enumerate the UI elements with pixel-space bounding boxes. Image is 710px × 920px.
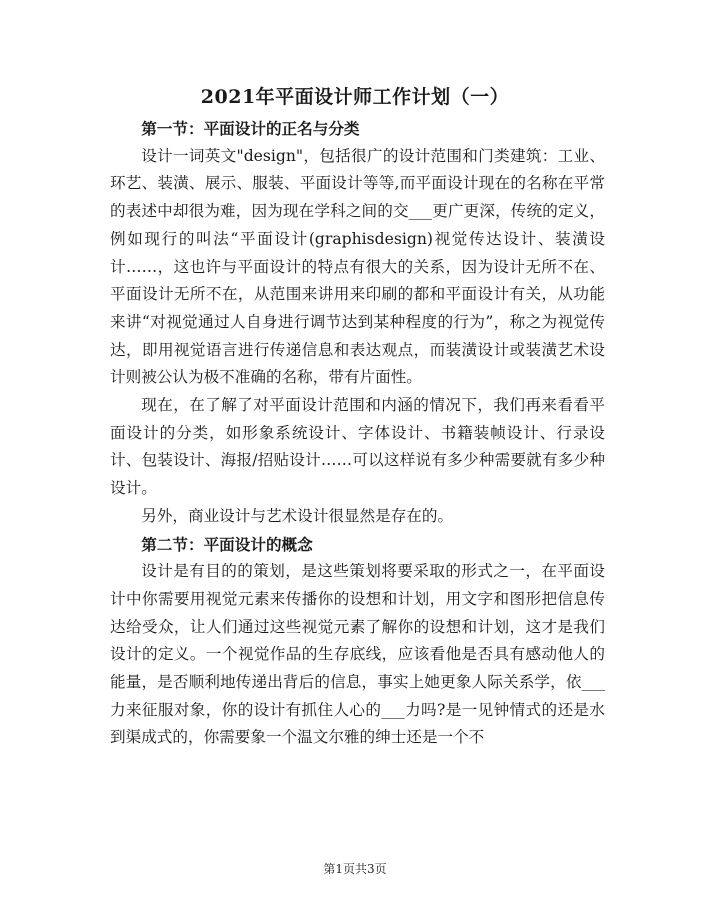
section-heading-2: 第二节：平面设计的概念: [141, 534, 313, 554]
section-1-paragraph-1: 设计一词英文"design"，包括很广的设计范围和门类建筑：工业、环艺、装潢、展示、服装、平面设计等等,而平面设计现在的名称在平常的表述中却很为难，因为现在学科之间的交___更广更深，传统的定义，例如现行的叫法“平面设计(graphisdesign)视觉传达设计、装潢设计……，这也许与平面设计的特点有很大的关系，因为设计无所不在、平面设计无所不在，从范围来讲用来印刷的都和平面设计有关，从功能来讲“对视觉通过人自身进行调节达到某种程度的行为”，称之为视觉传达，即用视觉语言进行传递信息和表达观点，而装潢设计或装潢艺术设计则被公认为极不准确的名称，带有片面性。: [110, 146, 605, 387]
section-heading-1: 第一节：平面设计的正名与分类: [141, 119, 360, 138]
section-1-paragraph-3: 另外，商业设计与艺术设计很显然是存在的。: [141, 506, 454, 525]
section-1-paragraph-2: 现在，在了解了对平面设计范围和内涵的情况下，我们再来看看平面设计的分类，如形象系统设计、字体设计、书籍装帧设计、行录设计、包装设计、海报/招贴设计……可以这样说有多少种需要就有多少种设计。: [110, 396, 605, 498]
document-body: [110, 115, 605, 752]
page-number-footer: 第1页共3页: [323, 862, 387, 876]
document-title: 2021年平面设计师工作计划（一）: [200, 86, 510, 108]
section-2-paragraph-1: 设计是有目的的策划，是这些策划将要采取的形式之一，在平面设计中你需要用视觉元素来传播你的设想和计划，用文字和图形把信息传达给受众，让人们通过这些视觉元素了解你的设想和计划，这才是我们设计的定义。一个视觉作品的生存底线，应该看他是否具有感动他人的能量，是否顺利地传递出背后的信息，事实上她更象人际关系学，依___力来征服对象，你的设计有抓住人心的___力吗?是一见钟情式的还是水到渠成式的，你需要象一个温文尔雅的绅士还是一个不: [110, 562, 605, 747]
